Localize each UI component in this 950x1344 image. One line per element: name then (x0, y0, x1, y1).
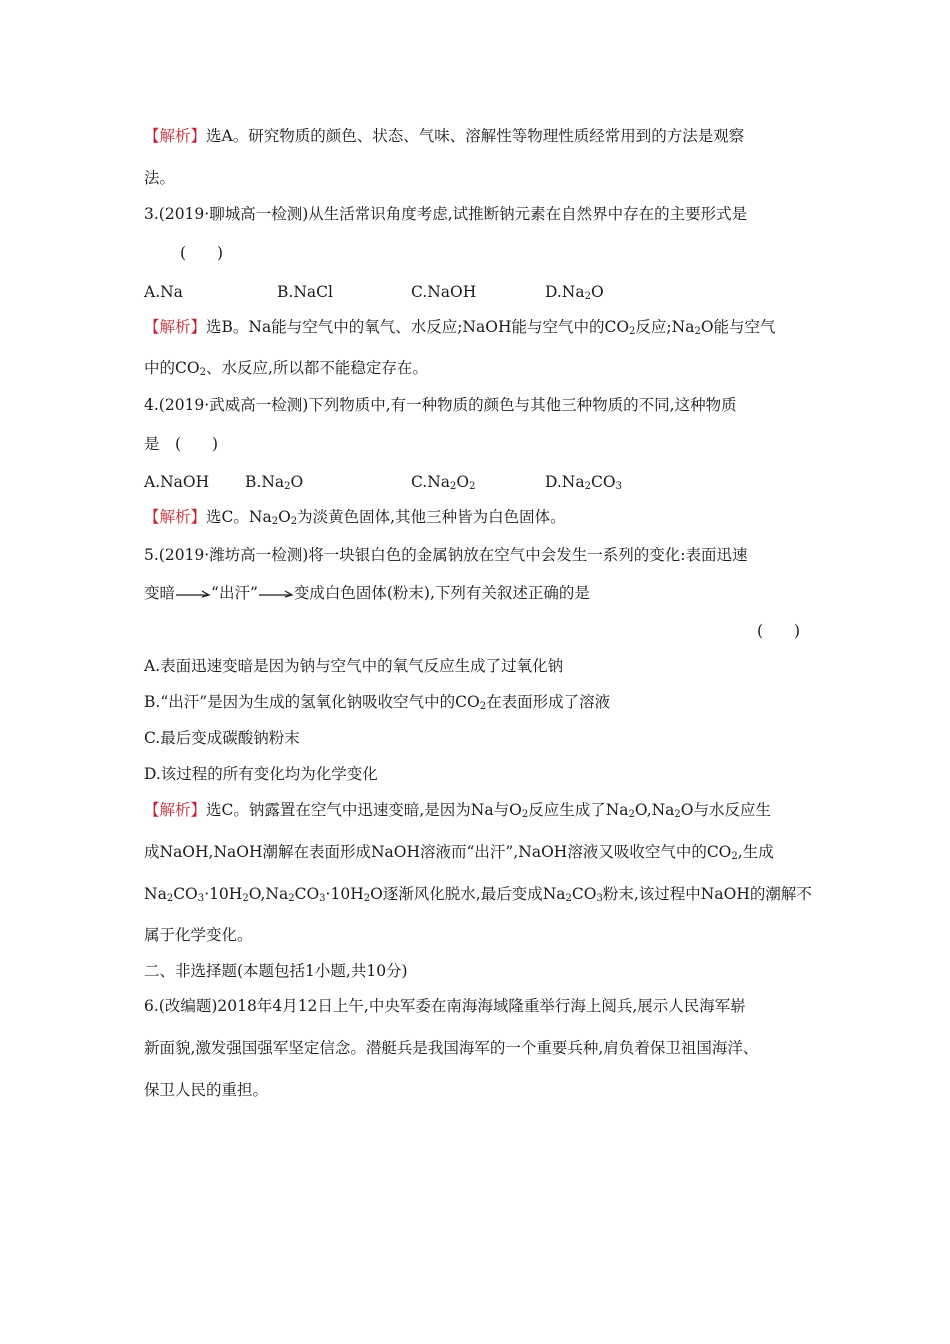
q2-analysis-text: 选A。研究物质的颜色、状态、气味、溶解性等物理性质经常用到的方法是观察 (206, 127, 745, 145)
q4-option-a: A.NaOH (144, 473, 210, 491)
q4-analysis: 【解析】选C。$Na_2O_2$为淡黄色固体,其他三种皆为白色固体。 (144, 508, 566, 527)
q6-line-3: 保卫人民的重担。 (144, 1081, 269, 1099)
q4-stem-line-1: 4.(2019·武威高一检测)下列物质中,有一种物质的颜色与其他三种物质的不同,这种物质 (144, 396, 737, 414)
q2-analysis-line-2: 法。 (144, 169, 176, 187)
q4-option-b: $B.Na_2O$ (245, 473, 304, 492)
q5-option-c: C.最后变成碳酸钠粉末 (144, 729, 300, 747)
q5-option-d: D.该过程的所有变化均为化学变化 (144, 765, 378, 783)
q5-analysis-line-4: 属于化学变化。 (144, 926, 253, 944)
q5-stem-line-1: 5.(2019·潍坊高一检测)将一块银白色的金属钠放在空气中会发生一系列的变化:表面迅速 (144, 546, 748, 564)
analysis-tag: 【解析】 (144, 508, 207, 526)
q5-analysis-line-1: 【解析】选C。钠露置在空气中迅速变暗,是因为Na与$O_2$反应生成了$Na_2O,Na_2O$与水反应生 (144, 801, 772, 820)
q6-line-2: 新面貌,激发强国强军坚定信念。潜艇兵是我国海军的一个重要兵种,肩负着保卫祖国海洋、 (144, 1039, 759, 1057)
reaction-arrow-icon (175, 584, 211, 604)
analysis-tag: 【解析】 (144, 801, 207, 819)
q3-analysis-line-2: 中的$CO_2$、水反应,所以都不能稳定存在。 (144, 359, 428, 378)
q3-answer-paren: ( ) (180, 244, 224, 262)
analysis-tag: 【解析】 (144, 127, 207, 145)
analysis-tag: 【解析】 (144, 318, 207, 336)
q4-stem-line-2: 是 ( ) (144, 435, 219, 453)
q3-option-d: $D.Na_2O$ (545, 283, 604, 302)
reaction-arrow-icon (258, 584, 294, 604)
q3-option-c: C.NaOH (411, 283, 477, 301)
q5-analysis-line-2: 成NaOH,NaOH潮解在表面形成NaOH溶液而“出汗”,NaOH溶液又吸收空气中的$CO_2$,生成 (144, 843, 774, 862)
q3-stem: 3.(2019·聊城高一检测)从生活常识角度考虑,试推断钠元素在自然界中存在的主要形式是 (144, 205, 748, 223)
q5-answer-paren: ( ) (757, 622, 801, 640)
q5-analysis-line-3: $Na_2CO_3\cdot 10H_2O,Na_2CO_3\cdot 10H_2O$逐渐风化脱水,最后变成$Na_2CO_3$粉末,该过程中NaOH的潮解不 (144, 885, 812, 904)
q5-stem-line-2: 变暗 “出汗” 变成白色固体(粉末),下列有关叙述正确的是 (144, 584, 590, 602)
q5-option-a: A.表面迅速变暗是因为钠与空气中的氧气反应生成了过氧化钠 (144, 657, 564, 675)
q4-option-c: $C.Na_2O_2$ (411, 473, 476, 492)
q4-option-d: $D.Na_2CO_3$ (545, 473, 622, 492)
q3-analysis-line-1: 【解析】选B。Na能与空气中的氧气、水反应;NaOH能与空气中的$CO_2$反应$;Na_2O$能与空气 (144, 318, 776, 337)
section-heading: 二、非选择题(本题包括1小题,共10分) (144, 962, 408, 980)
q3-option-b: B.NaCl (277, 283, 333, 301)
q2-analysis-line-1 (144, 126, 744, 146)
q3-option-a: A.Na (144, 283, 183, 301)
q6-line-1: 6.(改编题)2018年4月12日上午,中央军委在南海海域隆重举行海上阅兵,展示人民海军崭 (144, 997, 746, 1015)
q5-option-b: B.“出汗”是因为生成的氢氧化钠吸收空气中的$CO_2$在表面形成了溶液 (144, 693, 611, 712)
